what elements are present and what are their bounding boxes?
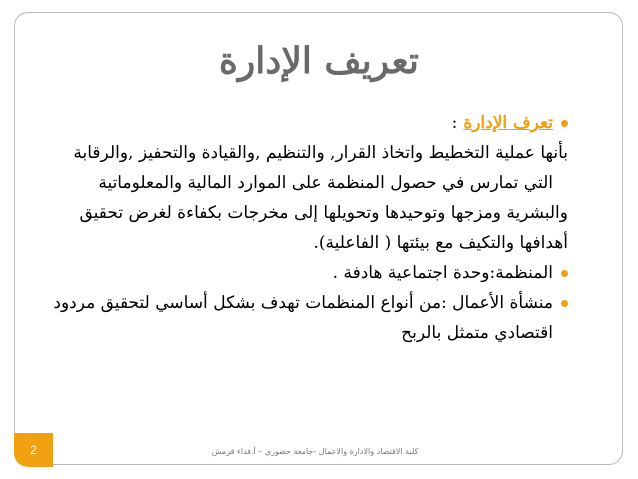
organization-line bbox=[80, 258, 568, 288]
bullet-icon bbox=[561, 270, 568, 277]
slide-title: تعريف الإدارة bbox=[219, 40, 419, 82]
definition-term: تعرف الإدارة bbox=[463, 113, 553, 133]
bullet-icon bbox=[561, 300, 568, 307]
definition-line-4: أهدافها والتكيف مع بيئتها ( الفاعلية). bbox=[313, 233, 568, 253]
slide-content bbox=[53, 108, 568, 348]
page-number-badge: 2 bbox=[14, 433, 53, 467]
organization-text: المنظمة:وحدة اجتماعية هادفة . bbox=[332, 263, 553, 283]
bullet-icon bbox=[561, 120, 568, 127]
definition-line-1: بأنها عملية التخطيط واتخاذ القرار, والتنظيم ,والقيادة والتحفيز ,والرقابة bbox=[73, 143, 568, 163]
business-line-continued: اقتصادي متمثل بالربح bbox=[401, 323, 553, 343]
slide-footer: كلية الاقتصاد والادارة والاعمال -جامعة حضوري – أ.فداء قرمش bbox=[211, 447, 419, 456]
definition-line-3: والبشرية ومزجها وتوحيدها وتحويلها إلى مخرجات بكفاءة لغرض تحقيق bbox=[79, 203, 568, 223]
business-line bbox=[53, 288, 568, 318]
definition-colon: : bbox=[451, 113, 458, 133]
business-text: منشأة الأعمال :من أنواع المنظمات تهدف بشكل أساسي لتحقيق مردود bbox=[53, 293, 553, 313]
definition-line-2: التي تمارس في حصول المنظمة على الموارد المالية والمعلوماتية bbox=[98, 173, 553, 193]
definition-heading-line bbox=[80, 108, 568, 138]
